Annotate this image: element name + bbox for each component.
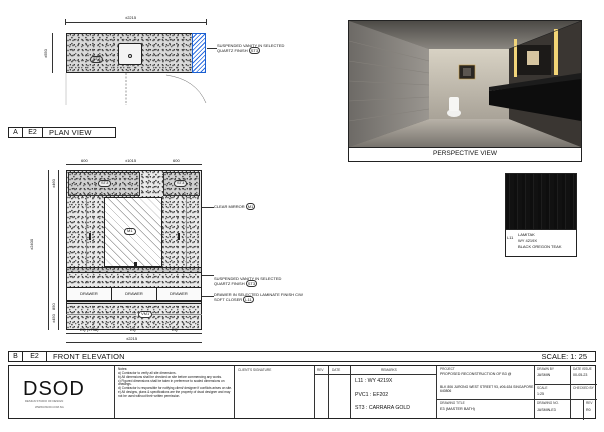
elev-dim-height: ±2400 [29, 238, 34, 250]
project-address: BLK 806 JURONG WEST STREET 93, #06-634 SINGAPORE 640806 [440, 385, 534, 394]
plan-end-panel [192, 33, 206, 73]
drawn-by: JASMIN [537, 373, 551, 377]
elev-vanity-skirt [66, 301, 202, 304]
elev-section-code: E2 [23, 352, 47, 361]
plan-section-letter: A [9, 128, 23, 137]
note-item: b) All dimensions shall be checked on site before commencing any works. [118, 374, 222, 379]
remarks-header: REMARKS [381, 368, 397, 372]
rev-header: REV [317, 368, 324, 372]
elev-basin-tap [134, 262, 137, 267]
elev-tap-left [89, 233, 91, 240]
project-name: PROPOSED RECONSTRUCTION OF B3 @ [440, 372, 512, 376]
plan-vanity-tag: ST3 [90, 56, 103, 63]
scale-value: 1:25 [537, 392, 544, 396]
drawn-by-label: DRAWN BY [537, 367, 555, 371]
elev-drawer-1: DRAWER [67, 288, 112, 300]
logo-web: WWW.DSOD.COM.SG [35, 405, 64, 409]
elev-dim-top-left: 600 [81, 158, 88, 163]
date-header: DATE [332, 368, 341, 372]
note-item: c) Figured dimensions shall be taken in preference to scaled dimensions on drawings. [118, 378, 225, 387]
elev-mirror-tag: M1 [124, 228, 136, 235]
elev-dim-top-right: 600 [173, 158, 180, 163]
date-issue-label: DATE ISSUE [573, 367, 592, 371]
swatch-name: LAMITAK [518, 232, 535, 237]
plan-dim-line [65, 22, 207, 23]
elev-dim-bottom-right: EQ [172, 327, 178, 332]
swatch-sample [505, 173, 577, 230]
scale-label: SCALE [537, 386, 548, 390]
date-issue: 00-05-23 [573, 373, 588, 377]
elev-drawer-2: DRAWER [112, 288, 157, 300]
drawing-title-label: DRAWING TITLE [440, 401, 465, 405]
client-signature-label: CLIENT'S SIGNATURE [238, 368, 272, 372]
checked-by-label: CHECKED BY [573, 386, 594, 390]
rev-label: REV [586, 401, 593, 405]
swatch-code: L11 [507, 235, 514, 240]
elev-callout-mirror-tag: M1 [247, 204, 254, 209]
logo-subtitle: DESIGN STUDIO OF DESIGN [25, 399, 64, 403]
elev-callout-vanity-tag: ST3 [247, 280, 256, 286]
elev-dim-top-mid: ±1015 [125, 158, 137, 163]
elev-dim-left-b: 850 [51, 303, 56, 310]
elev-dim-bottom-mid: EQ [130, 327, 136, 332]
elev-callout-drawer-tag: L11 [245, 296, 252, 302]
plan-title: PLAN VIEW [49, 128, 92, 137]
elev-dim-left-a: ±460 [51, 179, 56, 188]
logo: DSOD [23, 378, 85, 400]
elev-dim-bottom-total: ±2215 [126, 336, 138, 341]
elev-callout-vanity: SUSPENDED VANITY IN SELECTED QUARTZ FINISH ST3 [214, 276, 282, 286]
drawing-no-label: DRAWING NO. [537, 401, 559, 405]
plan-floor-lines [56, 73, 216, 108]
elev-drawer-3: DRAWER [170, 290, 188, 296]
material-1: L11 : WY 4219X [355, 378, 393, 384]
elev-upper-tag-left: ST3 [98, 180, 111, 187]
material-2: PVC1 : EF202 [355, 392, 389, 398]
notes: Notes: a) Contractor to verify all site dimensions. b) All dimensions shall be checked on site before commencing any works. c) Figured dimensions shall be taken in preference to scaled dimensions on drawings. d) Contractor is responsible for notifying client/ designer if conflicts arises on site. e) All designs, plans & specifications are the property of dsod designer and may not be used without their written permission. [118, 367, 233, 398]
note-item: a) Contractor to verify all site dimensions. [118, 370, 177, 375]
drawing-no: JASMIN-E3 [537, 408, 556, 412]
elev-upper-tag-right: ST3 [174, 180, 187, 187]
plan-title-bar [8, 127, 116, 138]
plan-section-code: E2 [23, 128, 43, 137]
plan-dim-depth: ±550 [43, 49, 48, 58]
elev-dim-bottom-left: EQ (±738) [80, 327, 99, 332]
swatch-ref: WY 4219X [518, 238, 538, 243]
elev-scale: SCALE: 1: 25 [541, 352, 587, 361]
plan-callout: SUSPENDED VANITY IN SELECTED QUARTZ FINISH ST3 [217, 43, 285, 53]
project-label: PROJECT [440, 367, 455, 371]
elev-callout-mirror: CLEAR MIRROR M1 [214, 204, 254, 209]
perspective-caption: PERSPECTIVE VIEW [433, 150, 497, 157]
elev-bottom-tag: VM1 [138, 311, 152, 318]
elev-title: FRONT ELEVATION [53, 352, 125, 361]
title-block [8, 365, 596, 419]
note-item: d) Contractor is responsible for notifying client/ designer if conflicts arises on site. [118, 386, 233, 391]
plan-callout-tag: ST3 [250, 47, 259, 53]
elev-section-letter: B [9, 352, 23, 361]
elev-tap-right [178, 233, 180, 240]
note-item: e) All designs, plans & specifications are the property of dsod designer and may not be used without their written permission. [118, 390, 231, 398]
rev-number: R0 [586, 408, 591, 412]
material-3: ST3 : CARRARA GOLD [355, 405, 411, 411]
swatch-finish: BLACK OREGON TEAK [518, 244, 562, 249]
elev-vanity-top [66, 267, 202, 273]
drawing-title: E3 (MASTER BATH) [440, 407, 475, 411]
elev-drawer-row [66, 287, 202, 301]
elev-title-bar [8, 351, 596, 362]
perspective-render [349, 21, 581, 147]
elev-dim-left-c: ±450 [51, 314, 56, 323]
elev-callout-drawer: DRAWER IN SELECTED LAMINATE FINISH C/W SOFT CLOSER L11 [214, 292, 303, 302]
plan-dim-width: ±2215 [125, 15, 137, 20]
